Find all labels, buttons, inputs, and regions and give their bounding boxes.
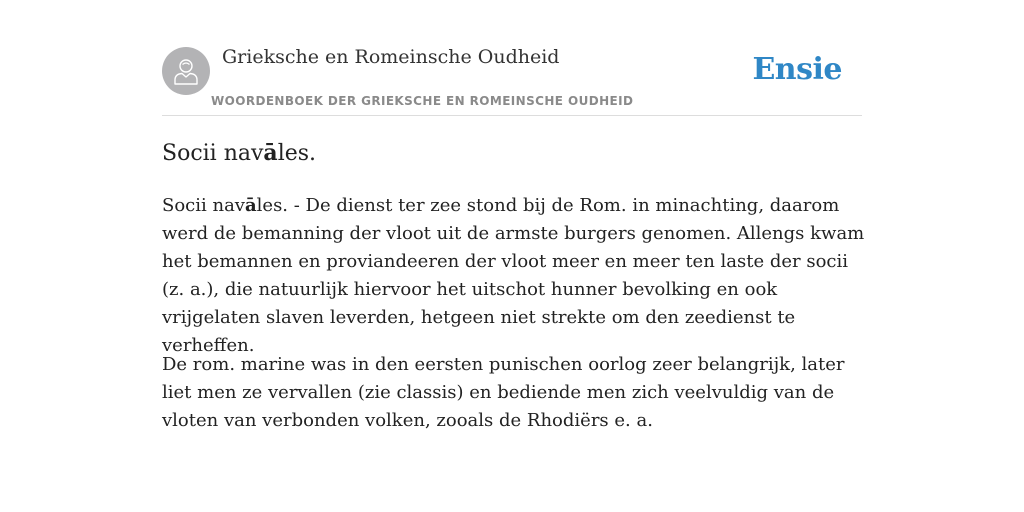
page-container — [162, 0, 865, 431]
paragraph-1-body: les. - De dienst ter zee stond bij de Rom. in minachting, daarom werd de bemanning der vloot uit de armste burgers genomen. Allengs kwam het bemannen en proviandeeren der vloot meer en meer ten laste der socii (z. a.), die natuurlijk hiervoor het uitschot hunner bevolking en ook vrijgelaten slaven leverden, hetgeen niet strekte om den zeedienst te verheffen. — [162, 195, 865, 356]
entry-paragraph-1 — [162, 192, 867, 360]
site-title[interactable]: Grieksche en Romeinsche Oudheid — [222, 46, 560, 68]
avatar[interactable] — [162, 47, 210, 95]
entry-paragraph-2: De rom. marine was in den eersten punischen oorlog zeer belangrijk, later liet men ze vervallen (zie classis) en bediende men zich veelvuldig van de vloten van verbonden volken, zooals de Rhodiërs e. a. — [162, 354, 845, 431]
entry-title-accent: ā — [263, 140, 278, 166]
entry-title-end: les. — [277, 141, 317, 166]
site-subtitle: WOORDENBOEK DER GRIEKSCHE EN ROMEINSCHE OUDHEID — [211, 94, 634, 108]
paragraph-1-start: Socii nav — [162, 195, 245, 216]
paragraph-1-accent: ā — [244, 195, 257, 216]
entry-title — [162, 140, 316, 166]
user-icon — [173, 57, 199, 85]
site-header — [162, 0, 862, 116]
entry-title-start: Socii nav — [162, 141, 264, 166]
brand-logo-link[interactable]: Ensie — [752, 52, 842, 87]
